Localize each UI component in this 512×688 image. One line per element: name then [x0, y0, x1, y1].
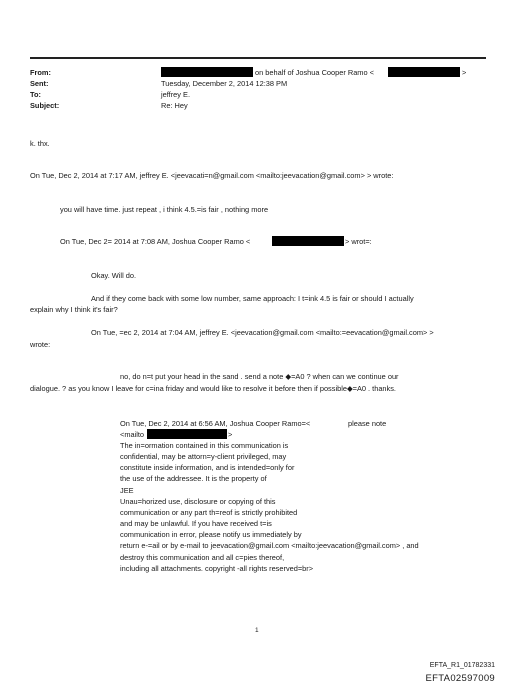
header-rule [30, 57, 486, 59]
sent-label: Sent: [30, 79, 49, 88]
body-line: no, do n=t put your head in the sand . send a note ◆=A0 ? when can we continue our [120, 372, 399, 381]
redaction-block [161, 67, 253, 77]
quoted-line: and may be unlawful. If you have received t=is [120, 519, 272, 528]
subject-value: Re: Hey [161, 101, 188, 110]
quoted-line: <mailto [120, 430, 145, 439]
body-line: On Tue, Dec 2, 2014 at 7:17 AM, jeffrey E. <jeevacati=n@gmail.com <mailto:jeevacation@gmail.com> > wrote: [30, 171, 394, 180]
from-close: > [462, 68, 467, 77]
body-line: On Tue, =ec 2, 2014 at 7:04 AM, jeffrey E. <jeevacation@gmail.com <mailto:=eevacation@gmail.com> > [91, 328, 434, 337]
redaction-block [272, 236, 344, 246]
quoted-line: JEE [120, 486, 134, 495]
quoted-line: communication in error, please notify us immediately by [120, 530, 302, 539]
quoted-line: please note [348, 419, 387, 428]
quoted-line: constitute inside information, and is intended=only for [120, 463, 295, 472]
quoted-line: Unau=horized use, disclosure or copying of this [120, 497, 276, 506]
redaction-block [147, 429, 227, 439]
body-line: On Tue, Dec 2= 2014 at 7:08 AM, Joshua Cooper Ramo < [60, 237, 251, 246]
bates-reference: EFTA_R1_01782331 [429, 662, 495, 669]
body-line: dialogue. ? as you know I leave for c=ina friday and would like to resolve it before then if possible◆=A0 . thanks. [30, 384, 396, 393]
quoted-line: destroy this communication and all c=pies thereof, [120, 553, 285, 562]
quoted-line: > [228, 430, 233, 439]
quoted-line: On Tue, Dec 2, 2014 at 6:56 AM, Joshua Cooper Ramo=< [120, 419, 311, 428]
from-label: From: [30, 68, 51, 77]
sent-value: Tuesday, December 2, 2014 12:38 PM [161, 79, 288, 88]
quoted-line: The in=ormation contained in this communication is [120, 441, 289, 450]
page-number: 1 [255, 627, 259, 634]
to-label: To: [30, 90, 41, 99]
to-value: jeffrey E. [161, 90, 191, 99]
subject-label: Subject: [30, 101, 60, 110]
body-line: And if they come back with some low number, same approach: I t=ink 4.5 is fair or should I actually [91, 294, 414, 303]
quoted-line: communication or any part th=reof is strictly prohibited [120, 508, 298, 517]
redaction-block [388, 67, 460, 77]
body-line: explain why I think it's fair? [30, 305, 118, 314]
body-line: you will have time. just repeat , i think 4.5.=is fair , nothing more [60, 205, 269, 214]
quoted-line: confidential, may be attorn=y-client privileged, may [120, 452, 287, 461]
body-line: k. thx. [30, 139, 50, 148]
quoted-line: return e-=ail or by e-mail to jeevacation@gmail.com <mailto:jeevacation@gmail.com> , and [120, 541, 419, 550]
bates-reference: EFTA02597009 [425, 673, 495, 684]
quoted-line: the use of the addressee. It is the property of [120, 474, 267, 483]
from-value: on behalf of Joshua Cooper Ramo < [255, 68, 374, 77]
quoted-line: including all attachments. copyright -all rights reserved=br> [120, 564, 314, 573]
body-line: wrote: [30, 340, 51, 349]
body-line: > wrot=: [345, 237, 372, 246]
body-line: Okay. Will do. [91, 271, 137, 280]
